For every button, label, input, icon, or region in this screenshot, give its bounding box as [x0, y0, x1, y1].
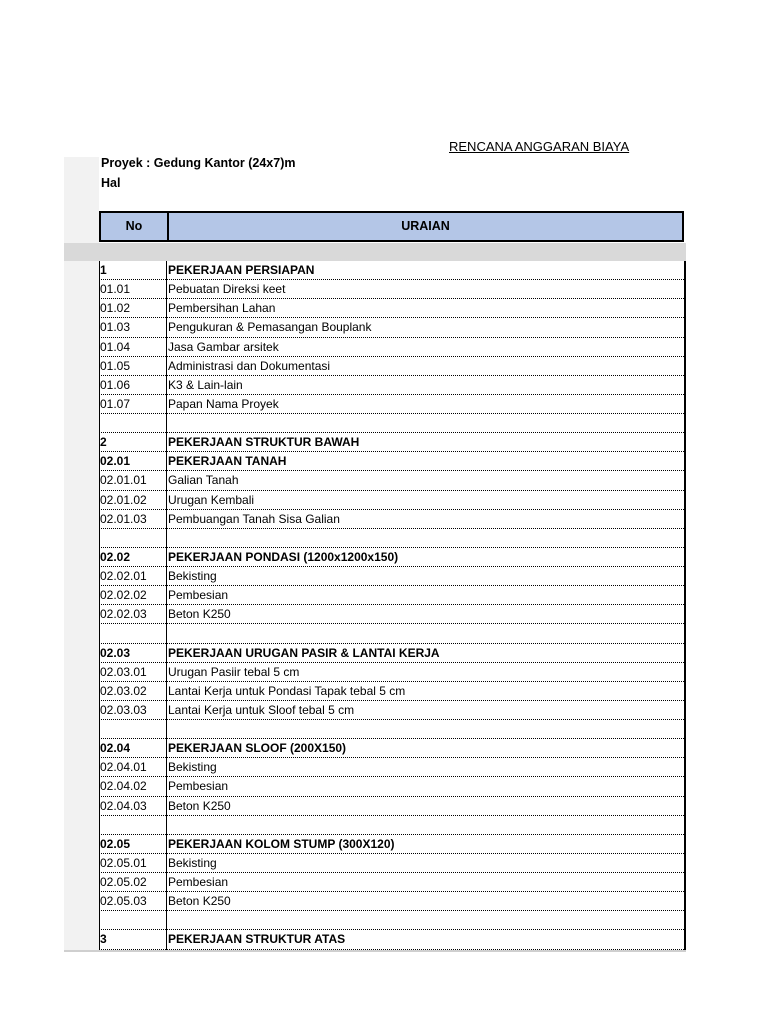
cell-no	[100, 816, 164, 834]
table-row	[99, 299, 686, 318]
table-row	[99, 376, 686, 395]
table-row	[99, 644, 686, 663]
cell-no: 2	[100, 435, 107, 450]
table-row	[99, 777, 686, 796]
cell-uraian: Urugan Kembali	[168, 492, 255, 507]
cell-no: 02.02.03	[100, 607, 147, 622]
cell-no: 01.07	[100, 396, 131, 411]
table-row	[99, 510, 686, 529]
cell-uraian	[168, 816, 682, 834]
cell-uraian: K3 & Lain-lain	[168, 377, 243, 392]
table-row	[99, 338, 686, 357]
table-row	[99, 797, 686, 816]
cell-uraian: PEKERJAAN TANAH	[168, 454, 287, 469]
table-row	[99, 892, 686, 911]
cell-uraian: PEKERJAAN PONDASI (1200x1200x150)	[168, 549, 399, 564]
table-row	[99, 835, 686, 854]
table-row	[99, 701, 686, 720]
cell-no: 02.03.02	[100, 683, 147, 698]
cell-no: 02.05.01	[100, 855, 147, 870]
cell-uraian: Bekisting	[168, 760, 217, 775]
cell-no: 02.04.03	[100, 798, 147, 813]
table-row	[99, 816, 686, 835]
cell-uraian: Galian Tanah	[168, 473, 239, 488]
cell-uraian: PEKERJAAN URUGAN PASIR & LANTAI KERJA	[168, 645, 440, 660]
table-row	[99, 758, 686, 777]
cell-no	[100, 720, 164, 738]
cell-uraian: PEKERJAAN STRUKTUR ATAS	[168, 932, 346, 947]
cell-uraian	[168, 624, 682, 642]
table-row	[99, 873, 686, 892]
cell-no: 01.02	[100, 301, 131, 316]
table-body	[99, 261, 686, 950]
cell-no: 01.05	[100, 358, 131, 373]
cell-uraian: Lantai Kerja untuk Pondasi Tapak tebal 5 cm	[168, 683, 406, 698]
table-left-border	[99, 261, 100, 950]
cell-no	[100, 529, 164, 547]
cell-uraian: PEKERJAAN PERSIAPAN	[168, 263, 315, 277]
table-row	[99, 471, 686, 490]
cell-no: 01.03	[100, 320, 131, 335]
column-header-uraian: URAIAN	[401, 219, 450, 233]
cell-no	[100, 911, 164, 929]
cell-uraian: Pembersihan Lahan	[168, 301, 276, 316]
cell-no	[100, 624, 164, 642]
table-right-border	[684, 261, 686, 950]
cell-uraian: Pembesian	[168, 779, 229, 794]
table-row	[99, 586, 686, 605]
cell-no: 02.02	[100, 549, 131, 564]
table-row	[99, 357, 686, 376]
cell-no: 02.05	[100, 836, 131, 851]
table-row	[99, 280, 686, 299]
cell-uraian: Bekisting	[168, 569, 217, 583]
cell-no: 02.04	[100, 741, 131, 756]
cell-uraian: PEKERJAAN STRUKTUR BAWAH	[168, 435, 360, 450]
cell-uraian: Pebuatan Direksi keet	[168, 282, 286, 297]
table-row	[99, 720, 686, 739]
table-row	[99, 452, 686, 471]
cell-uraian: Papan Nama Proyek	[168, 396, 279, 411]
table-header	[99, 211, 684, 242]
cell-no: 02.02.01	[100, 569, 147, 583]
table-row	[99, 911, 686, 930]
cell-no: 02.05.02	[100, 875, 147, 889]
cell-uraian: Bekisting	[168, 855, 217, 870]
cell-uraian	[168, 529, 682, 547]
cell-no: 02.02.02	[100, 588, 147, 603]
cell-uraian: Urugan Pasiir tebal 5 cm	[168, 664, 300, 679]
table-row	[99, 930, 686, 949]
cell-no: 1	[100, 263, 107, 277]
table-row	[99, 605, 686, 624]
column-header-no: No	[101, 213, 169, 240]
table-row	[99, 854, 686, 873]
cell-uraian: Pembesian	[168, 588, 229, 603]
table-row	[99, 318, 686, 337]
table-row	[99, 433, 686, 452]
table-row	[99, 663, 686, 682]
bottom-edge	[64, 950, 686, 952]
cell-uraian: Pengukuran & Pemasangan Bouplank	[168, 320, 372, 335]
table-row	[99, 682, 686, 701]
cell-uraian: Administrasi dan Dokumentasi	[168, 358, 331, 373]
table-row	[99, 624, 686, 643]
cell-uraian	[168, 720, 682, 738]
cell-no: 02.04.01	[100, 760, 147, 775]
cell-no: 02.05.03	[100, 894, 147, 909]
table-row	[99, 548, 686, 567]
table-row	[99, 261, 686, 280]
project-label: Proyek : Gedung Kantor (24x7)m	[101, 156, 296, 170]
table-row	[99, 529, 686, 548]
column-divider	[166, 261, 167, 950]
cell-uraian: Jasa Gambar arsitek	[168, 339, 279, 354]
header-spacer-band	[64, 243, 686, 261]
cell-uraian: Beton K250	[168, 798, 231, 813]
cell-uraian: Beton K250	[168, 894, 231, 909]
cell-uraian: Beton K250	[168, 607, 231, 622]
page-label: Hal	[101, 176, 121, 190]
budget-table	[99, 261, 686, 950]
cell-no: 3	[100, 932, 107, 947]
cell-no: 02.04.02	[100, 779, 147, 794]
cell-no: 02.01.02	[100, 492, 147, 507]
table-row	[99, 567, 686, 586]
cell-uraian: PEKERJAAN SLOOF (200X150)	[168, 741, 347, 756]
document-title: RENCANA ANGGARAN BIAYA	[449, 139, 630, 154]
cell-uraian	[168, 414, 682, 432]
row-header-gutter	[64, 157, 99, 952]
table-row	[99, 739, 686, 758]
table-row	[99, 491, 686, 510]
cell-no: 02.01.03	[100, 511, 147, 526]
cell-uraian: Lantai Kerja untuk Sloof tebal 5 cm	[168, 702, 355, 717]
cell-no: 01.01	[100, 282, 131, 297]
table-row	[99, 395, 686, 414]
cell-no: 02.01	[100, 454, 131, 469]
cell-no: 01.06	[100, 377, 131, 392]
cell-uraian: Pembuangan Tanah Sisa Galian	[168, 511, 340, 526]
cell-no	[100, 414, 164, 432]
cell-uraian: Pembesian	[168, 875, 229, 889]
cell-no: 02.03.03	[100, 702, 147, 717]
cell-no: 02.03.01	[100, 664, 147, 679]
cell-no: 01.04	[100, 339, 131, 354]
cell-uraian: PEKERJAAN KOLOM STUMP (300X120)	[168, 836, 395, 851]
table-row	[99, 414, 686, 433]
cell-no: 02.01.01	[100, 473, 147, 488]
cell-no: 02.03	[100, 645, 131, 660]
cell-uraian	[168, 911, 682, 929]
